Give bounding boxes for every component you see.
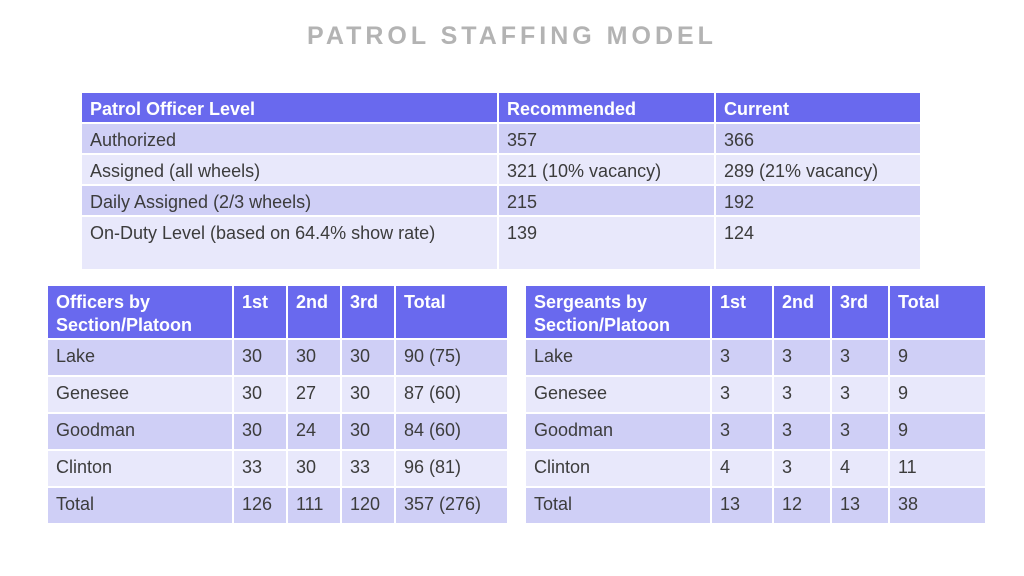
table-cell: Goodman — [525, 413, 711, 450]
table-cell: Lake — [525, 339, 711, 376]
table-cell: 4 — [831, 450, 889, 487]
column-header: Total — [889, 285, 986, 339]
table-cell: 111 — [287, 487, 341, 524]
table-row — [525, 339, 986, 376]
table-cell: Total — [47, 487, 233, 524]
table-cell: 33 — [233, 450, 287, 487]
table-cell: 9 — [889, 376, 986, 413]
table-cell: 3 — [711, 376, 773, 413]
column-header: Patrol Officer Level — [81, 92, 498, 123]
table-cell: Goodman — [47, 413, 233, 450]
table-cell: 3 — [831, 339, 889, 376]
staffing-table — [80, 91, 922, 271]
table-cell: 38 — [889, 487, 986, 524]
table-cell: 33 — [341, 450, 395, 487]
table-cell: 3 — [711, 413, 773, 450]
table-cell: Total — [525, 487, 711, 524]
table-cell: Daily Assigned (2/3 wheels) — [81, 185, 498, 216]
table-row — [525, 413, 986, 450]
table-cell: 366 — [715, 123, 921, 154]
table-cell: 4 — [711, 450, 773, 487]
table-cell: 30 — [341, 376, 395, 413]
table-cell: 87 (60) — [395, 376, 508, 413]
column-header: 3rd — [341, 285, 395, 339]
table-cell: 27 — [287, 376, 341, 413]
table-cell: 3 — [831, 413, 889, 450]
officers-table — [46, 284, 509, 525]
table-cell: Clinton — [525, 450, 711, 487]
table-cell: 321 (10% vacancy) — [498, 154, 715, 185]
table-cell: 215 — [498, 185, 715, 216]
table-cell: 30 — [233, 339, 287, 376]
column-header: 1st — [233, 285, 287, 339]
table-cell: 12 — [773, 487, 831, 524]
table-cell: 13 — [711, 487, 773, 524]
table-cell: 357 — [498, 123, 715, 154]
column-header: 2nd — [773, 285, 831, 339]
table-row — [81, 123, 921, 154]
table-cell: 126 — [233, 487, 287, 524]
table-cell: 3 — [773, 376, 831, 413]
table-cell: 96 (81) — [395, 450, 508, 487]
table-row — [81, 216, 921, 270]
table-cell: 3 — [773, 413, 831, 450]
table-cell: 3 — [773, 339, 831, 376]
column-header: Current — [715, 92, 921, 123]
table-cell: On-Duty Level (based on 64.4% show rate) — [81, 216, 498, 270]
table-cell: 139 — [498, 216, 715, 270]
column-header: Total — [395, 285, 508, 339]
column-header: Sergeants by Section/Platoon — [525, 285, 711, 339]
table-cell: Genesee — [525, 376, 711, 413]
column-header: 1st — [711, 285, 773, 339]
column-header: 2nd — [287, 285, 341, 339]
table-cell: 11 — [889, 450, 986, 487]
table-cell: 24 — [287, 413, 341, 450]
table-row — [525, 450, 986, 487]
table-row — [81, 154, 921, 185]
table-row — [47, 450, 508, 487]
table-header-row — [47, 285, 508, 339]
table-cell: 3 — [831, 376, 889, 413]
table-cell: Clinton — [47, 450, 233, 487]
table-row — [47, 413, 508, 450]
table-cell: 30 — [233, 413, 287, 450]
table-cell: 30 — [287, 450, 341, 487]
table-cell: 13 — [831, 487, 889, 524]
table-cell: 289 (21% vacancy) — [715, 154, 921, 185]
table-cell: 357 (276) — [395, 487, 508, 524]
column-header: Officers by Section/Platoon — [47, 285, 233, 339]
table-row — [525, 376, 986, 413]
table-cell: Authorized — [81, 123, 498, 154]
table-cell: 30 — [341, 413, 395, 450]
table-header-row — [525, 285, 986, 339]
table-cell: 9 — [889, 413, 986, 450]
table-cell: 124 — [715, 216, 921, 270]
sergeants-table — [524, 284, 987, 525]
table-cell: 90 (75) — [395, 339, 508, 376]
table-cell: 192 — [715, 185, 921, 216]
table-cell: Assigned (all wheels) — [81, 154, 498, 185]
table-cell: Genesee — [47, 376, 233, 413]
table-row — [47, 339, 508, 376]
table-cell: 30 — [341, 339, 395, 376]
column-header: Recommended — [498, 92, 715, 123]
table-row — [81, 185, 921, 216]
table-row — [525, 487, 986, 524]
table-cell: 84 (60) — [395, 413, 508, 450]
table-cell: 120 — [341, 487, 395, 524]
table-cell: Lake — [47, 339, 233, 376]
table-cell: 9 — [889, 339, 986, 376]
table-row — [47, 376, 508, 413]
table-header-row — [81, 92, 921, 123]
table-cell: 3 — [711, 339, 773, 376]
column-header: 3rd — [831, 285, 889, 339]
table-cell: 30 — [287, 339, 341, 376]
table-cell: 30 — [233, 376, 287, 413]
table-row — [47, 487, 508, 524]
page-title: PATROL STAFFING MODEL — [307, 22, 717, 50]
table-cell: 3 — [773, 450, 831, 487]
